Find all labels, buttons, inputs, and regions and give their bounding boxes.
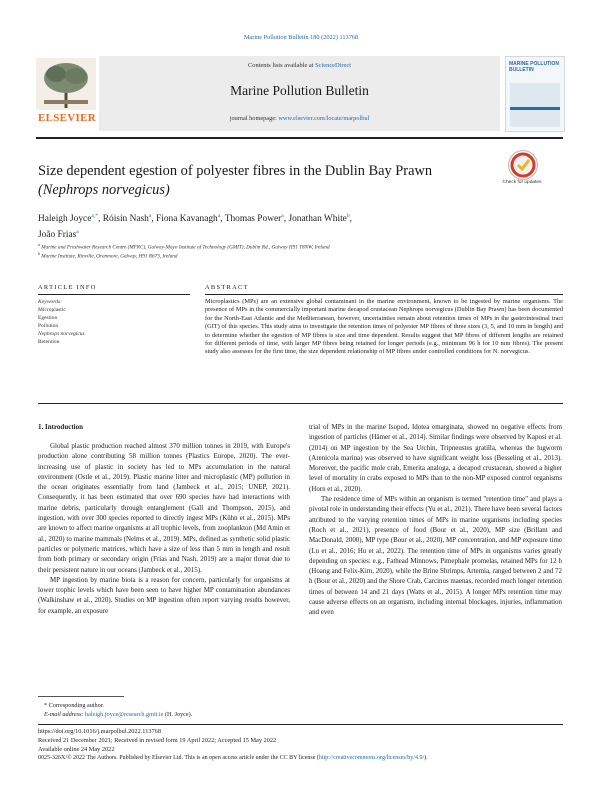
abstract-heading: ABSTRACT (205, 284, 249, 291)
publisher-name: ELSEVIER (37, 112, 97, 124)
keyword-item: Microplastic (38, 307, 66, 313)
author-4[interactable]: Thomas Power$^a$, (224, 213, 289, 225)
affiliation-b: $^b$ Marine Institute, Rinville, Oranmore, Galway, H91 R673, Ireland (38, 251, 178, 260)
article-title (38, 162, 488, 200)
doi-link[interactable]: https://doi.org/10.1016/j.marpolbul.2022.113768 (38, 728, 161, 735)
journal-citation[interactable]: Marine Pollution Bulletin 180 (2022) 113768 (243, 34, 359, 41)
received-dates: Received 21 December 2021; Received in revised form 19 April 2022; Accepted 15 May 2022 (38, 737, 277, 744)
paragraph: trial of MPs in the marine Isopod, Idotea emarginata, showed no negative effects from ingestion of particles (Hämer et al., 2014). Similar findings were observed by Kaposi et al. (2014) on MP ingestion by the Sea Urchin, Tripneustes gratilla, whereas the lugworm (Arenicola marina) was observed to have significant weight loss (Besseling et al., 2013). Moreover, the pacific mole crab, Emerita analoga, a decapod crustacean, showed a higher level of mortality in crabs exposed to MPs than to the non-MP exposed control organisms (Horn et al., 2020). (309, 423, 562, 493)
introduction-heading: 1. Introduction (38, 423, 83, 431)
license-line (38, 755, 568, 761)
article-info-rule (38, 294, 190, 295)
title-line-1: Size dependent egestion of polyester fibres in the Dublin Bay Prawn (38, 163, 433, 179)
header-divider (36, 137, 563, 139)
available-online: Available online 24 May 2022 (38, 746, 115, 753)
email-line (44, 711, 192, 718)
elsevier-tree-logo (36, 58, 96, 110)
keyword-item: Nephrops norvegicus (38, 331, 85, 337)
paragraph: The residence time of MPs within an organism is termed "retention time" and plays a pivotal role in understanding their effects (Yu et al., 2021). There have been several factors attributed to the varying retention times of MPs in marine organisms including species (Roch et al., 2021), presence of food (Bour et al., 2020), MP size (Brillant and MacDonald, 2000), MP type (Bour et al., 2020), MP concentration, and MP exposure time (Lu et al., 2016; Hu et al., 2022). The retention time of MPs in organisms varies greatly depending on species: e.g., Fathead Minnows, Pimephale promelas, retained MPs for 12 h (Hoang and Felix-Kim, 2020), while the Brine Shrimps, Artemia, ranged between 2 and 72 h (Bour et al., 2020) and the Shore Crab, Carcinus maenas, recorded much longer retention times of between 14 and 21 days (Watts et al., 2015). A longer MPs retention time may cause adverse effects on an organism, including internal blockages, injuries, inflammation and even (309, 495, 562, 617)
corresponding-author-note: * Corresponding author. (44, 702, 104, 709)
journal-homepage (99, 115, 500, 122)
author-list (38, 210, 518, 242)
body-left-column (38, 441, 290, 616)
abstract-bottom-rule (38, 403, 563, 404)
footnote-rule (38, 696, 124, 697)
keyword-item: Pollution (38, 323, 59, 329)
keywords-label: Keywords: (38, 299, 63, 305)
license-suffix: ). (424, 755, 428, 761)
email-suffix: (H. Joyce). (163, 711, 193, 718)
paragraph: MP ingestion by marine biota is a reason for concern, particularly for organisms at lower trophic levels which have been seen to have higher MP contamination abundances (Walkinshaw et al., 2020). Studies on MP ingestion often report varying results however, for example, an exposure (38, 575, 290, 615)
check-for-updates-icon[interactable] (508, 150, 538, 180)
journal-title: Marine Pollution Bulletin (230, 83, 369, 98)
footer-rule (38, 724, 563, 725)
email-link[interactable]: haleigh.joyce@research.gmit.ie (85, 711, 164, 718)
author-3[interactable]: Fiona Kavanagh$^a$, (156, 213, 225, 225)
author-1[interactable]: Haleigh Joyce$^{a,*}$, (38, 213, 103, 225)
license-prefix: 0025-326X/© 2022 The Authors. Published by Elsevier Ltd. This is an open access article under the CC BY license ( (38, 755, 319, 761)
paragraph: Global plastic production reached almost 370 million tonnes in 2019, with Europe's production alone contributing 58 million tonnes (Plastics Europe, 2020). The ever-increasing use of plastic in society has led to MPs accumulation in the natural environment (Ostle et al., 2019). Plastic marine litter and microplastic (MP) pollution in the ocean originates essentially from land (Jambeck et al., 2015; UNEP, 2021). Consequently, it has been estimated that over 690 species have had interactions with marine debris, particularly through entanglement (Gall and Thompson, 2015), and ingestion, with over 300 species reported to directly ingest MPs (Kühn et al., 2015). MPs are known to affect marine organisms at all trophic levels, from zooplankton (Md Amin et al., 2020) to marine mammals (Nelms et al., 2019). MPs, defined as synthetic solid plastic particles or polymeric matrices, which have a size of less than 5 mm in length and result from both primary or secondary origin (Frias and Nash, 2019) are a major threat due to their persistent nature in our oceans (Jambeck et al., 2015). (38, 442, 290, 574)
homepage-prefix: journal homepage: (229, 115, 279, 122)
contents-prefix: Contents lists available at (248, 62, 316, 69)
affiliation-a: $^a$ Marine and Freshwater Research Centre (MFRC), Galway-Mayo Institute of Technology (GMIT), Dublin Rd., Galway H91 T8NW, Ireland (38, 242, 330, 251)
title-line-2: (Nephrops norvegicus) (38, 182, 170, 198)
check-for-updates-label[interactable]: Check for updates (502, 180, 542, 185)
article-info-heading: ARTICLE INFO (38, 284, 97, 291)
keyword-item: Egestion (38, 315, 58, 321)
homepage-link[interactable]: www.elsevier.com/locate/marpolbul (278, 115, 370, 122)
contents-line (99, 62, 500, 69)
license-link[interactable]: http://creativecommons.org/licenses/by/4.0/ (318, 755, 425, 761)
author-6[interactable]: João Frias$^a$ (38, 229, 79, 241)
sciencedirect-link[interactable]: ScienceDirect (315, 62, 351, 69)
cover-title: MARINE POLLUTION BULLETIN (509, 61, 559, 73)
abstract-text: Microplastics (MPs) are an extensive global contaminant in the marine environment, known to be ingested by marine organisms. The presence of MPs in the commercially important marine decapod crustacean Nephrops norvegicus (Dublin Bay Prawn) has been documented for the North-East Atlantic and the Mediterranean, however, uncertainties remain about retention times of MPs in the gastrointestinal tract (GIT) of this species. This study aims to investigate the retention times of polyester MP fibres of three sizes (3, 5, and 10 mm in length) and to determine whether the egestion of MP fibres is size and time dependent. Results suggest that MP fibres of different lengths are retained for different periods of time, with larger MP fibres being retained for longer periods (e.g., minimum 96 h for 10 mm fibres). The present study also assesses for the first time, the size dependent relationship of MP fibres under controlled conditions for N. norvegicus. (205, 298, 563, 356)
abstract-rule (205, 294, 563, 295)
keyword-item: Retention (38, 339, 60, 345)
body-right-column (309, 422, 562, 618)
email-label: E-mail address: (44, 711, 86, 718)
author-2[interactable]: Róisín Nash$^a$, (102, 213, 157, 225)
author-5[interactable]: Jonathan White$^b$, (288, 213, 352, 225)
